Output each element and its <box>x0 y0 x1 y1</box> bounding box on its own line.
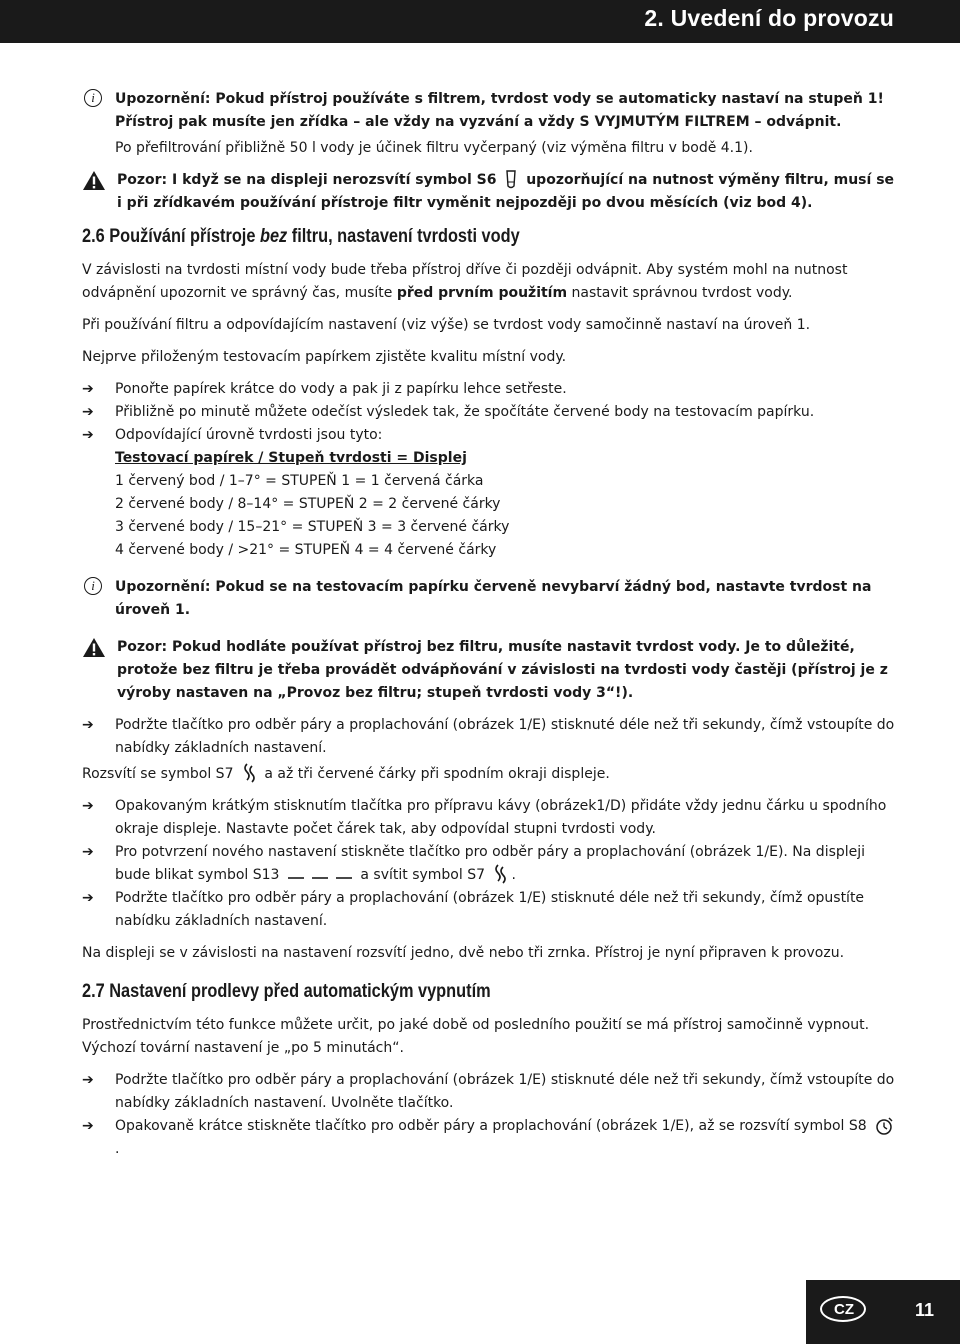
note-filter <box>82 88 902 160</box>
warning-filter-text-b: upozorňující na nutnost výměny filtru, musí se i při zřídkavém používání přístroje filtr vyměnit nejpozději po dvou měsících (viz bod 4). <box>117 172 895 211</box>
paragraph-hardness-intro <box>82 259 902 305</box>
steam-icon <box>493 864 507 886</box>
step-text-a: Opakovaně krátce stiskněte tlačítko pro odběr páry a proplachování (obrázek 1/E), až se rozsvítí symbol S8 <box>115 1118 867 1134</box>
section-2-7-title: 2.7 Nastavení prodlevy před automatickým vypnutím <box>82 981 491 1002</box>
table-header: Testovací papírek / Stupeň tvrdosti = Displej <box>115 450 467 466</box>
note-no-dot <box>82 576 902 622</box>
heading-post: filtru, nastavení tvrdosti vody <box>291 226 520 247</box>
warning-no-filter-text: Pozor: Pokud hodláte používat přístroj bez filtru, musíte nastavit tvrdost vody. Je to důležité, protože bez filtru je třeba provádět odvápňování v závislosti na tvrdosti vody častěji (přístroj je z výroby nastaven na „Provoz bez filtru; stupeň tvrdosti vody 3“!). <box>117 639 888 701</box>
country-code: CZ <box>834 1301 854 1318</box>
line-s7-text-a: Rozsvítí se symbol S7 <box>82 766 234 782</box>
step-s8 <box>82 1115 902 1161</box>
arrow-icon: ➔ <box>82 717 94 733</box>
step-text-c: . <box>511 867 516 883</box>
step-text: Podržte tlačítko pro odběr páry a proplachování (obrázek 1/E) stisknuté déle než tři sekundy, čímž opustíte nabídku základních nastavení. <box>115 890 865 929</box>
paragraph-auto-off: Prostřednictvím této funkce můžete určit, po jaké době od posledního použití se má přístroj samočinně vypnout. Výchozí tovární nastavení je „po 5 minutách“. <box>82 1017 870 1056</box>
paragraph-text-b: nastavit správnou tvrdost vody. <box>571 285 793 301</box>
heading-pre: 2.6 Používání přístroje <box>82 226 256 247</box>
step-enter-menu-2 <box>82 1069 902 1115</box>
timer-icon <box>875 1116 895 1136</box>
step-text-b: . <box>115 1141 120 1157</box>
step-text: Podržte tlačítko pro odběr páry a proplachování (obrázek 1/E) stisknuté déle než tři sekundy, čímž vstoupíte do nabídky základních nastavení. <box>115 717 895 756</box>
note-filter-text: Upozornění: Pokud přístroj používáte s filtrem, tvrdost vody se automaticky nastaví na stupeň 1! Přístroj pak musíte jen zřídka – ale vždy na vyzvání a vždy S VYJMUTÝM FILTREM – odvápnit. <box>115 91 884 130</box>
table-row: 1 červený bod / 1–7° = STUPEŇ 1 = 1 červená čárka <box>115 473 484 489</box>
heading-em: bez <box>259 226 288 247</box>
note-filter-detail: Po přefiltrování přibližně 50 l vody je účinek filtru vyčerpaný (viz výměna filtru v bodě 4.1). <box>115 140 753 156</box>
step-text: Přibližně po minutě můžete odečíst výsledek tak, že spočítáte červené body na testovacím papírku. <box>115 404 815 420</box>
step-text: Odpovídající úrovně tvrdosti jsou tyto: <box>115 427 383 443</box>
step-add-bars <box>82 795 902 841</box>
paragraph-text-bold: před prvním použitím <box>396 285 568 301</box>
warning-no-filter <box>82 636 902 705</box>
step-text-b: a svítit symbol S7 <box>360 867 485 883</box>
line-s7-text-b: a až tři červené čárky při spodním okraji displeje. <box>264 766 610 782</box>
page-header <box>0 0 960 43</box>
note-no-dot-text: Upozornění: Pokud se na testovacím papírku červeně nevybarví žádný bod, nastavte tvrdost na úroveň 1. <box>115 579 872 618</box>
page-number: 11 <box>914 1300 935 1320</box>
arrow-icon: ➔ <box>82 890 94 906</box>
step-text-a: Pro potvrzení nového nastavení stiskněte tlačítko pro odběr páry a proplachování (obrázek 1/E). Na displeji bude blikat symbol S13 <box>115 844 866 883</box>
dashes-icon <box>288 870 352 880</box>
filter-icon <box>505 170 517 190</box>
arrow-icon: ➔ <box>82 844 94 860</box>
header-title: 2. Uvedení do provozu <box>644 5 894 31</box>
info-icon: i <box>84 89 102 107</box>
step-levels <box>82 424 902 562</box>
warning-filter-change <box>82 169 902 215</box>
arrow-icon: ➔ <box>82 427 94 443</box>
page-content <box>82 88 902 1161</box>
arrow-icon: ➔ <box>82 1118 94 1134</box>
warning-filter-line <box>82 169 902 215</box>
arrow-icon: ➔ <box>82 381 94 397</box>
warning-filter-text-a: Pozor: I když se na displeji nerozsvítí symbol S6 <box>117 172 497 188</box>
table-row: 2 červené body / 8–14° = STUPEŇ 2 = 2 červené čárky <box>115 496 501 512</box>
table-row: 3 červené body / 15–21° = STUPEŇ 3 = 3 červené čárky <box>115 519 510 535</box>
arrow-icon: ➔ <box>82 1072 94 1088</box>
section-2-7-heading <box>82 979 902 1005</box>
step-exit-menu <box>82 887 902 933</box>
step-text: Podržte tlačítko pro odběr páry a proplachování (obrázek 1/E) stisknuté déle než tři sekundy, čímž vstoupíte do nabídky základních nastavení. Uvolněte tlačítko. <box>115 1072 895 1111</box>
arrow-icon: ➔ <box>82 798 94 814</box>
step-read <box>82 401 902 424</box>
steam-icon <box>242 763 256 785</box>
step-dip <box>82 378 902 401</box>
arrow-icon: ➔ <box>82 404 94 420</box>
step-text: Opakovaným krátkým stisknutím tlačítka pro přípravu kávy (obrázek1/D) přidáte vždy jednu čárku u spodního okraje displeje. Nastavte počet čárek tak, aby odpovídal stupni tvrdosti vody. <box>115 798 887 837</box>
paragraph-filter-level: Při používání filtru a odpovídajícím nastavení (viz výše) se tvrdost vody samočinně nastaví na úroveň 1. <box>82 317 811 333</box>
step-text: Ponořte papírek krátce do vody a pak ji z papírku lehce setřeste. <box>115 381 567 397</box>
line-s7 <box>82 763 902 786</box>
paragraph-beans: Na displeji se v závislosti na nastavení rozsvítí jedno, dvě nebo tři zrnka. Přístroj je nyní připraven k provozu. <box>82 945 845 961</box>
info-icon: i <box>84 577 102 595</box>
warning-icon <box>82 170 106 191</box>
paragraph-test-strip: Nejprve přiloženým testovacím papírkem zjistěte kvalitu místní vody. <box>82 349 567 365</box>
step-confirm <box>82 841 902 887</box>
warning-icon <box>82 637 106 658</box>
table-row: 4 červené body / >21° = STUPEŇ 4 = 4 červené čárky <box>115 542 497 558</box>
paragraph-text-a: V závislosti na tvrdosti místní vody bude třeba přístroj dříve či později odvápnit. Aby systém mohl na nutnost odvápnění upozornit ve správný čas, musíte <box>82 262 848 301</box>
step-enter-menu <box>82 714 902 760</box>
section-2-6-heading <box>82 224 902 250</box>
